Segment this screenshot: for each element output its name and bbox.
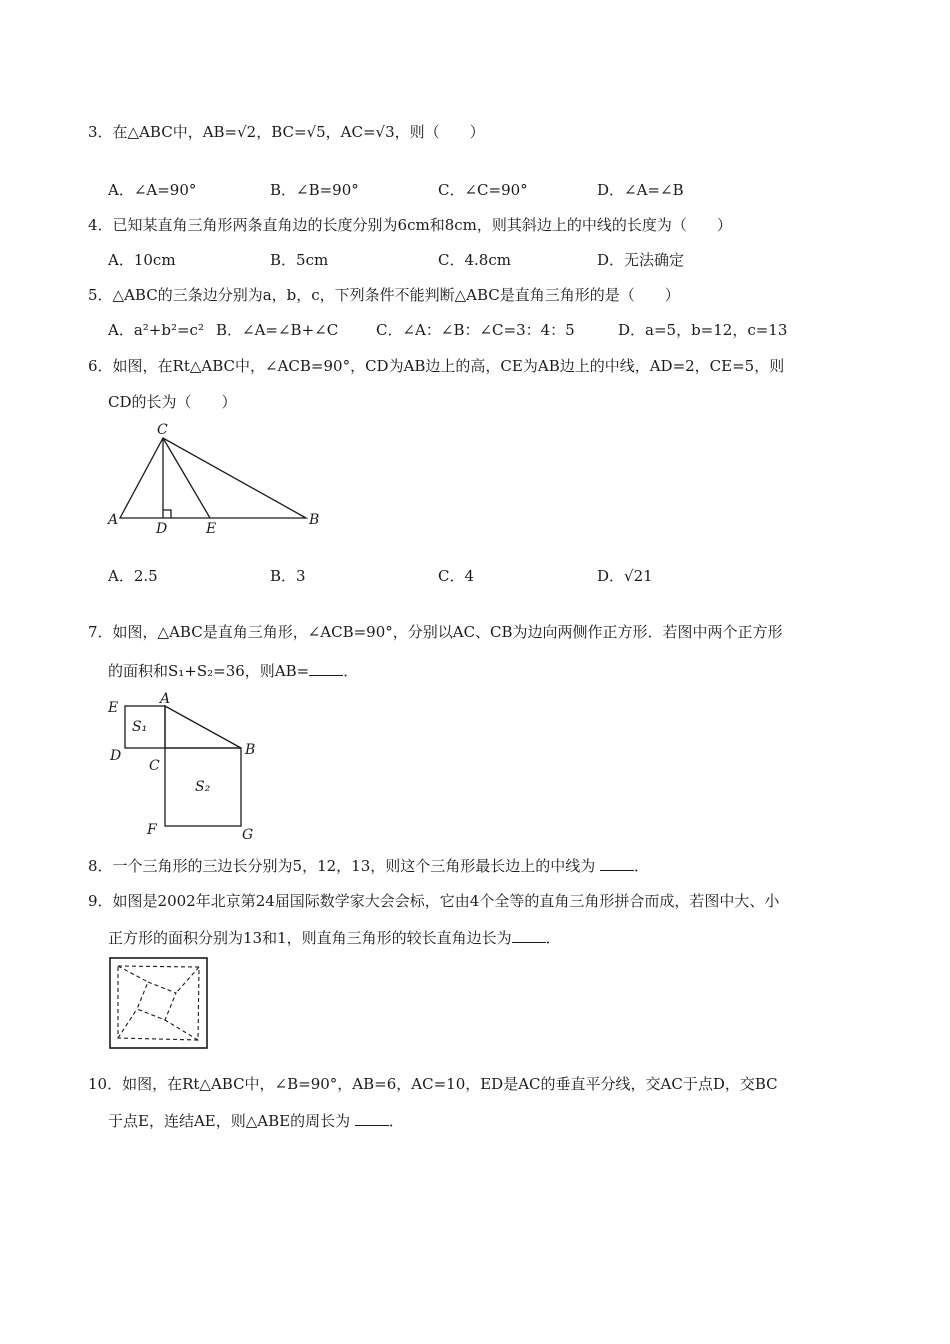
label-a: A [160, 691, 171, 707]
q6-option-a: A．2.5 [108, 567, 158, 585]
label-b: B [245, 742, 256, 758]
label-g: G [242, 827, 254, 843]
q4-stem: 4．已知某直角三角形两条直角边的长度分别为6cm和8cm，则其斜边上的中线的长度为（ ） [88, 216, 732, 234]
label-d: D [156, 521, 168, 537]
q5-option-d: D．a=5，b=12，c=13 [618, 321, 788, 339]
q9-stem-line1: 9．如图是2002年北京第24届国际数学家大会会标，它由4个全等的直角三角形拼合而成，若图中大、小 [88, 892, 780, 910]
triangle-abc [120, 438, 306, 518]
label-e: E [108, 700, 119, 716]
q7-squares-figure [100, 688, 270, 843]
q6-stem-line2: CD的长为（ ） [108, 393, 237, 411]
q10-answer-blank[interactable] [355, 1111, 389, 1126]
q3-option-d: D．∠A=∠B [597, 181, 684, 199]
triangle-acb [165, 706, 241, 748]
q9-stem-line2 [108, 928, 561, 948]
label-s2: S₂ [195, 779, 211, 795]
q4-option-c: C．4.8cm [438, 251, 511, 269]
q3-option-a: A．∠A=90° [108, 181, 197, 199]
q7-stem-line2 [108, 661, 358, 681]
label-d: D [110, 748, 122, 764]
q3-stem: 3．在△ABC中，AB=√2，BC=√5，AC=√3，则（ ） [88, 123, 485, 141]
label-f: F [147, 822, 157, 838]
q8-answer-blank[interactable] [600, 856, 634, 871]
q3-option-c: C．∠C=90° [438, 181, 528, 199]
q5-stem: 5．△ABC的三条边分别为a，b，c，下列条件不能判断△ABC是直角三角形的是（ ） [88, 286, 680, 304]
q8-stem-text: 8．一个三角形的三边长分别为5，12，13，则这个三角形最长边上的中线为 [88, 857, 601, 875]
q5-option-a: A．a²+b²=c² [108, 321, 204, 339]
q9-stem-line2-text: 正方形的面积分别为13和1，则直角三角形的较长直角边长为 [108, 929, 512, 947]
q10-stem-line1: 10．如图，在Rt△ABC中，∠B=90°，AB=6，AC=10，ED是AC的垂直平分线，交AC于点D，交BC [88, 1075, 778, 1093]
q6-option-c: C．4 [438, 567, 475, 585]
q7-answer-blank[interactable] [309, 661, 343, 676]
q5-option-b: B．∠A=∠B+∠C [216, 321, 339, 339]
inner-tilted-square [118, 966, 199, 1040]
q9-stem-line2-end: ． [545, 929, 561, 947]
q3-option-b: B．∠B=90° [270, 181, 359, 199]
q10-stem-line2-end: ． [388, 1112, 404, 1130]
q6-option-d: D．√21 [597, 567, 653, 585]
q6-stem-line1: 6．如图，在Rt△ABC中，∠ACB=90°，CD为AB边上的高，CE为AB边上的中线，AD=2，CE=5，则 [88, 357, 785, 375]
q4-option-b: B．5cm [270, 251, 329, 269]
center-small-square [137, 982, 176, 1020]
q8-stem [88, 856, 649, 876]
label-a: A [108, 512, 119, 528]
q7-stem-line2-end: ． [343, 662, 359, 680]
q6-triangle-figure [100, 418, 340, 540]
q5-option-c: C．∠A：∠B：∠C=3：4：5 [376, 321, 575, 339]
q7-stem-line1: 7．如图，△ABC是直角三角形，∠ACB=90°，分别以AC、CB为边向两侧作正方形．若图中两个正方形 [88, 623, 783, 641]
q4-option-d: D．无法确定 [597, 251, 685, 269]
right-angle-mark [163, 510, 171, 518]
outer-square [110, 958, 207, 1048]
q10-stem-line2 [108, 1111, 404, 1131]
q6-option-b: B．3 [270, 567, 306, 585]
q9-answer-blank[interactable] [512, 928, 546, 943]
label-s1: S₁ [132, 719, 148, 735]
q7-stem-line2-text: 的面积和S₁+S₂=36，则AB= [108, 662, 310, 680]
q4-option-a: A．10cm [108, 251, 176, 269]
q10-stem-line2-text: 于点E，连结AE，则△ABE的周长为 [108, 1112, 355, 1130]
label-b: B [309, 512, 320, 528]
label-c: C [157, 422, 168, 438]
label-e: E [206, 521, 217, 537]
median-ce [163, 438, 210, 518]
q9-pinwheel-figure [108, 956, 210, 1052]
label-c: C [149, 758, 160, 774]
q8-stem-end: ． [634, 857, 650, 875]
